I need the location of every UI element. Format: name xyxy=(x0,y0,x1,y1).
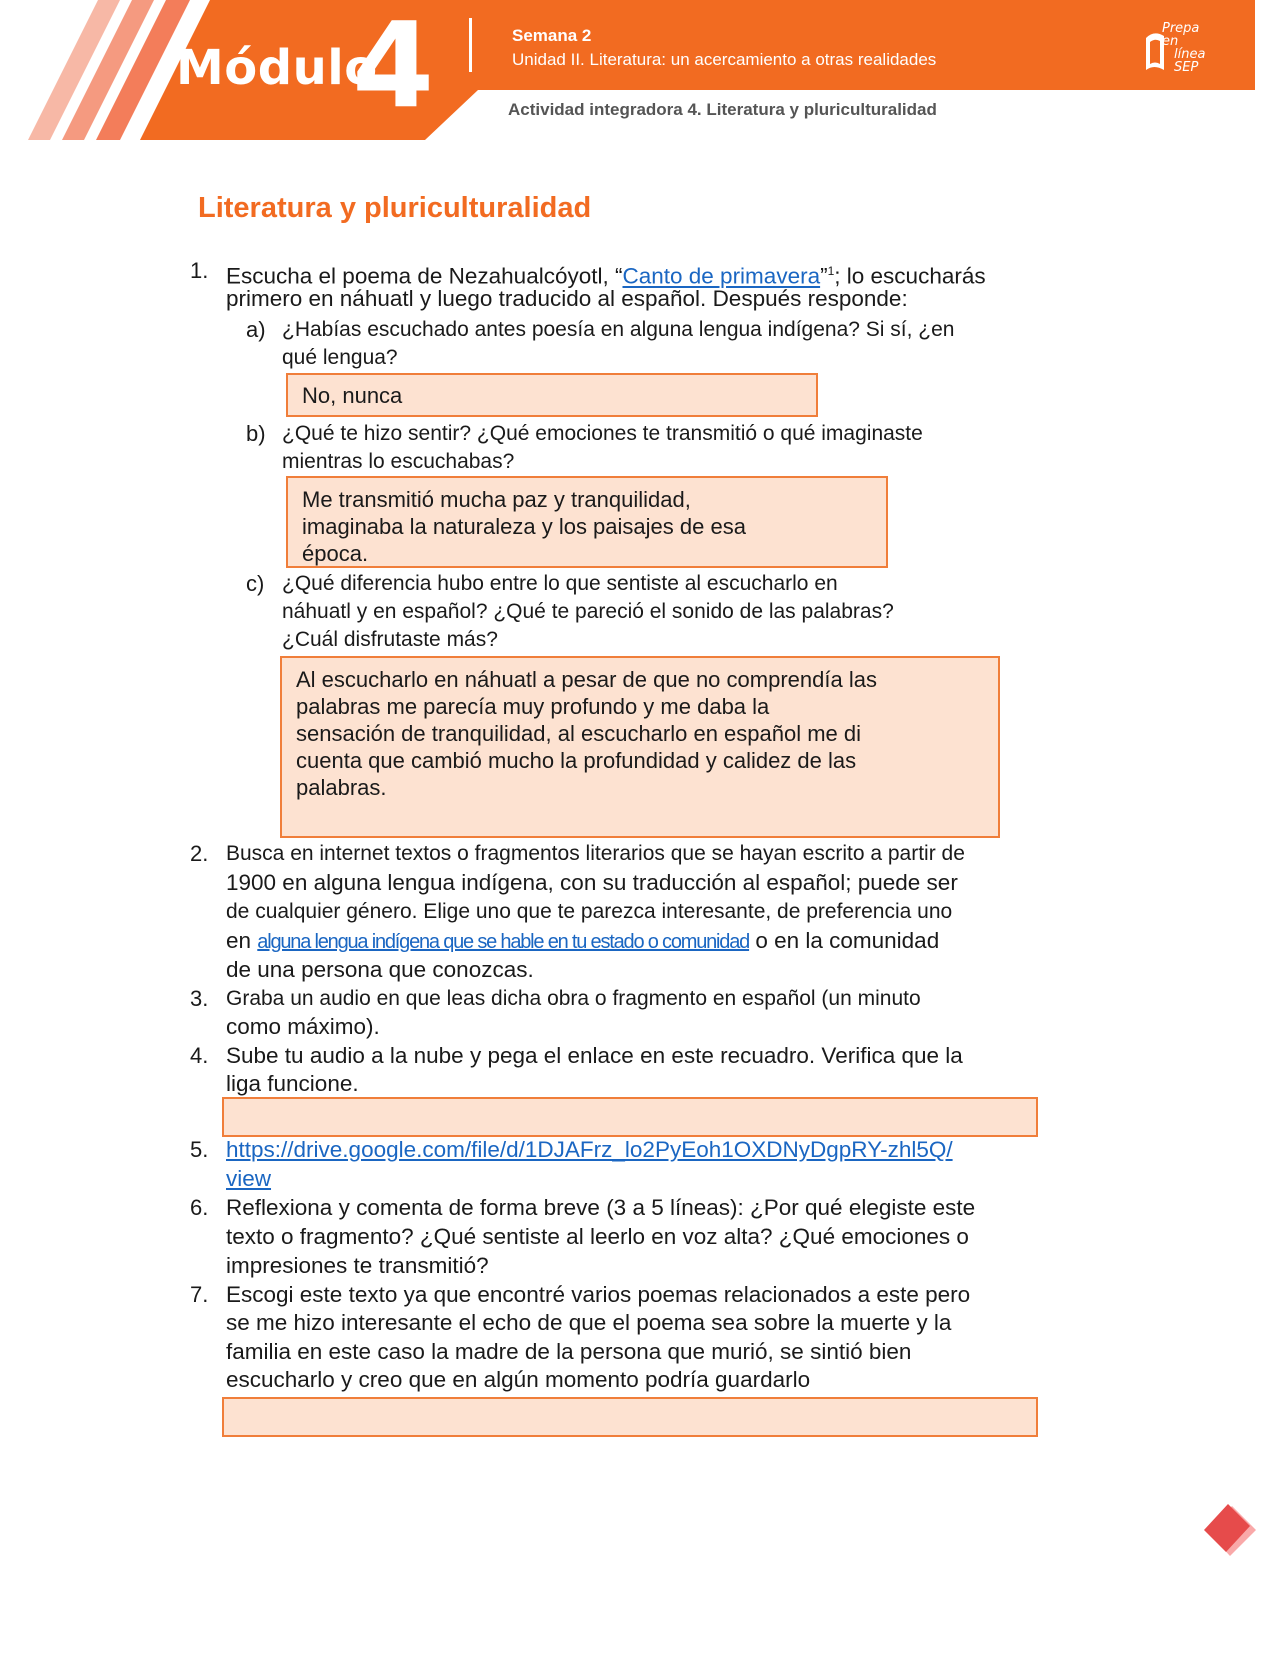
lengua-indigena-link[interactable]: alguna lengua indígena que se hable en tu estado o comunidad xyxy=(257,931,750,953)
week-label: Semana 2 xyxy=(512,26,592,45)
logo-line-1: Prepa en xyxy=(1162,21,1200,49)
q1c-line-3: ¿Cuál disfrutaste más? xyxy=(282,628,498,651)
q1c-answer-line-3: sensación de tranquilidad, al escucharlo en español me di xyxy=(296,721,862,746)
q1-number: 1. xyxy=(190,258,209,283)
q3-number: 3. xyxy=(190,986,209,1011)
q4-link-input-box[interactable] xyxy=(222,1097,1038,1137)
q2-line-4-post: o en la comunidad xyxy=(749,928,940,953)
q1-line-2: primero en náhuatl y luego traducido al español. Después responde: xyxy=(226,286,908,311)
q1b-line-2: mientras lo escuchabas? xyxy=(282,450,515,473)
q7-line-1: Escogi este texto ya que encontré varios poemas relacionados a este pero xyxy=(226,1282,971,1307)
page-header xyxy=(0,0,1280,150)
q7-line-4: escucharlo y creo que en algún momento podría guardarlo xyxy=(226,1367,811,1392)
q7-number: 7. xyxy=(190,1282,209,1307)
drive-audio-link[interactable]: https://drive.google.com/file/d/1DJAFrz_lo2PyEoh1OXDNyDgpRY-zhl5Q/ xyxy=(226,1137,953,1162)
page-title: Literatura y pluriculturalidad xyxy=(198,192,592,224)
q7-line-3: familia en este caso la madre de la persona que murió, se sintió bien xyxy=(226,1339,912,1364)
q1c-label: c) xyxy=(246,571,265,596)
prepa-en-linea-logo xyxy=(1142,20,1208,76)
q4-number: 4. xyxy=(190,1043,209,1068)
q2-line-5: de una persona que conozcas. xyxy=(226,957,534,982)
q1-line-1-tail: ; lo escucharás xyxy=(834,263,986,289)
q1c-line-1: ¿Qué diferencia hubo entre lo que sentiste al escucharlo en xyxy=(282,572,838,595)
q7-answer-box[interactable] xyxy=(222,1397,1038,1437)
q2-line-1: Busca en internet textos o fragmentos literarios que se hayan escrito a partir de xyxy=(226,842,965,865)
drive-audio-link-end[interactable]: view xyxy=(226,1166,272,1191)
q6-line-3: impresiones te transmitió? xyxy=(226,1253,489,1278)
q1-line-1-text: Escucha el poema de Nezahualcóyotl, “ xyxy=(226,263,623,289)
q1a-label: a) xyxy=(246,317,266,342)
q3-line-1: Graba un audio en que leas dicha obra o fragmento en español (un minuto xyxy=(226,987,921,1010)
unit-label: Unidad II. Literatura: un acercamiento a otras realidades xyxy=(512,50,937,69)
q1a-answer-box[interactable] xyxy=(286,373,818,417)
decorative-diamond-icon xyxy=(1200,1500,1260,1560)
q1c-answer-line-1: Al escucharlo en náhuatl a pesar de que no comprendía las xyxy=(296,667,877,692)
q2-line-4-pre: en xyxy=(226,928,258,953)
q2-number: 2. xyxy=(190,841,209,866)
q1c-answer-line-4: cuenta que cambió mucho la profundidad y calidez de las xyxy=(296,748,857,773)
q1b-answer-line-3: época. xyxy=(302,541,369,566)
q6-line-1: Reflexiona y comenta de forma breve (3 a 5 líneas): ¿Por qué elegiste este xyxy=(226,1195,976,1220)
activity-label: Actividad integradora 4. Literatura y pluriculturalidad xyxy=(508,100,937,119)
q1c-line-2: náhuatl y en español? ¿Qué te pareció el sonido de las palabras? xyxy=(282,600,894,623)
q2-line-4 xyxy=(226,927,939,956)
q1a-line-1: ¿Habías escuchado antes poesía en alguna lengua indígena? Si sí, ¿en xyxy=(282,318,955,341)
module-label: Módulo xyxy=(176,40,378,96)
q1c-answer-line-2: palabras me parecía muy profundo y me daba la xyxy=(296,694,770,719)
q5-number: 5. xyxy=(190,1137,209,1162)
q6-line-2: texto o fragmento? ¿Qué sentiste al leerlo en voz alta? ¿Qué emociones o xyxy=(226,1224,969,1249)
q6-number: 6. xyxy=(190,1195,209,1220)
q4-line-2: liga funcione. xyxy=(226,1071,359,1096)
q7-line-2: se me hizo interesante el echo de que el poema sea sobre la muerte y la xyxy=(226,1310,952,1335)
q1b-answer-box[interactable] xyxy=(286,476,888,568)
header-divider xyxy=(469,18,472,72)
q1b-answer-line-1: Me transmitió mucha paz y tranquilidad, xyxy=(302,487,691,512)
logo-text xyxy=(1162,22,1208,74)
q2-line-2: 1900 en alguna lengua indígena, con su traducción al español; puede ser xyxy=(226,870,958,895)
q4-line-1: Sube tu audio a la nube y pega el enlace en este recuadro. Verifica que la xyxy=(226,1043,963,1068)
footnote-marker: 1 xyxy=(827,264,835,278)
q3-line-2: como máximo). xyxy=(226,1014,380,1039)
q1b-answer-line-2: imaginaba la naturaleza y los paisajes de esa xyxy=(302,514,746,539)
q2-line-3: de cualquier género. Elige uno que te parezca interesante, de preferencia uno xyxy=(226,900,953,923)
module-number: 4 xyxy=(352,0,435,134)
canto-de-primavera-link[interactable]: Canto de primavera xyxy=(622,263,821,289)
q1c-answer-box[interactable] xyxy=(280,656,1000,838)
q1b-label: b) xyxy=(246,421,266,446)
q1a-line-2: qué lengua? xyxy=(282,346,398,369)
logo-line-3: SEP xyxy=(1174,60,1199,75)
logo-line-2: línea xyxy=(1174,47,1206,62)
q1a-answer: No, nunca xyxy=(302,383,403,408)
q1-close-quote: ” xyxy=(820,263,828,289)
q1c-answer-line-5: palabras. xyxy=(296,775,387,800)
q1b-line-1: ¿Qué te hizo sentir? ¿Qué emociones te transmitió o qué imaginaste xyxy=(282,422,923,445)
